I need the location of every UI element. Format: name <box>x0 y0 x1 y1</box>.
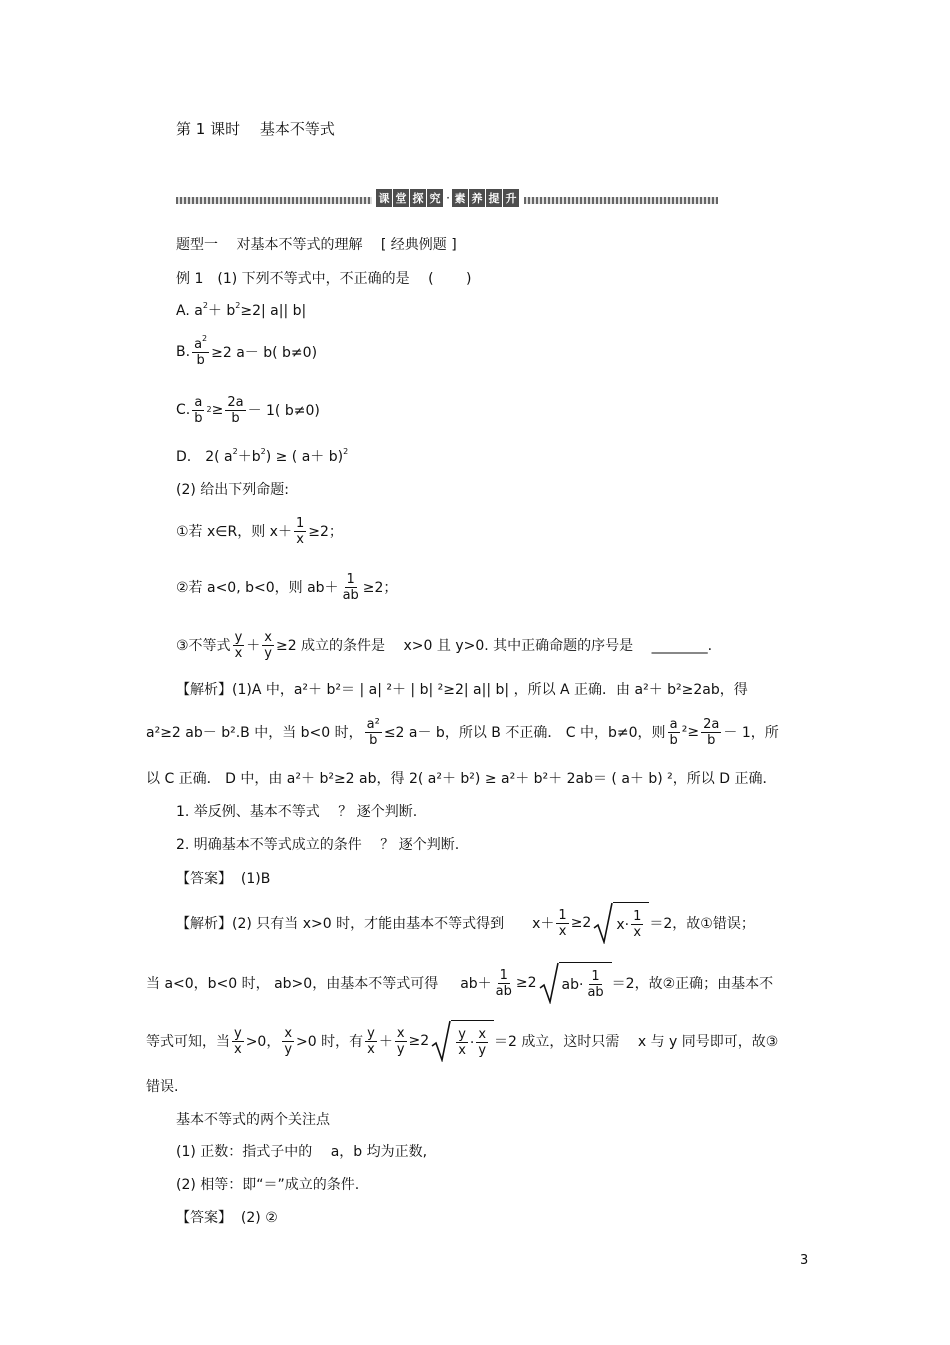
analysis-1-line-2: a²≥2 ab－ b².B 中，当 b<0 时， $\frac{\text{a²}}{b}$ ≤2 a－ b，所以 B 不正确． C 中，b≠0，则 $\frac{a}{b}$ ²≥ $\frac{2a}{b}$ － 1，所 <box>146 716 779 748</box>
section-banner <box>176 183 718 219</box>
fraction: $\frac{1}{x}$ <box>295 515 305 547</box>
banner-char: 素 <box>452 189 468 207</box>
fraction: $\frac{y}{x}$ <box>234 629 243 661</box>
banner-char: 究 <box>427 189 443 207</box>
fraction: $\frac{a}{b}$ <box>194 394 203 426</box>
option-b: B. $\frac{a^2}{b}$ ≥2 a－ b( b≠0) <box>176 333 318 368</box>
example-1-stem: 例 1 (1) 下列不等式中，不正确的是 ( ) <box>176 271 472 287</box>
fraction: $\frac{1}{ab}$ <box>587 969 604 1000</box>
notes-point-1: (1) 正数：指式子中的 a，b 均为正数, <box>176 1144 428 1160</box>
fraction: $\frac{2a}{b}$ <box>227 394 244 426</box>
analysis-2-line-2: 当 a<0，b<0 时， ab>0，由基本不等式可得 ab＋ $\frac{1}{ab}$ ≥2 ab· $\frac{1}{ab}$ ＝2，故②正确；由基本不 <box>146 960 773 1006</box>
banner-char: 升 <box>503 189 519 207</box>
analysis-1-line-1: 【解析】(1)A 中，a²＋ b²＝ | a| ²＋ | b| ²≥2| a|| b| ，所以 A 正确．由 a²＋ b²≥2ab，得 <box>176 682 748 698</box>
option-c: C. $\frac{a}{b}$ 2 ≥ $\frac{2a}{b}$ － 1( b≠0) <box>176 394 320 426</box>
example-1-part2-stem: (2) 给出下列命题: <box>176 482 289 498</box>
banner-char: 探 <box>410 189 426 207</box>
fraction: $\frac{1}{x}$ <box>633 909 642 940</box>
fraction: $\frac{1}{ab}$ <box>342 571 359 603</box>
fraction: $\frac{1}{x}$ <box>558 907 567 939</box>
square-root: ab· $\frac{1}{ab}$ <box>539 962 612 1004</box>
analysis-2-line-1: 【解析】 (2) 只有当 x>0 时，才能由基本不等式得到 x＋ $\frac{1}{x}$ ≥2 x· $\frac{1}{x}$ ＝2，故①错误； <box>176 900 755 946</box>
topic-heading: 题型一 对基本不等式的理解 [ 经典例题 ] <box>176 237 457 253</box>
analysis-1-line-3: 以 C 正确． D 中，由 a²＋ b²≥2 ab，得 2( a²＋ b²) ≥ a²＋ b²＋ 2ab＝ ( a＋ b) ²，所以 D 正确． <box>146 771 777 787</box>
radical-sign-icon <box>593 902 613 944</box>
fraction: $\frac{y}{x}$ <box>234 1025 242 1057</box>
option-a: A. $a^2+ b^2\ge 2|$ a|| b| <box>176 301 307 319</box>
fraction: $\frac{y}{x}$ <box>458 1027 466 1058</box>
proposition-2: ②若 a<0, b<0，则 ab＋ $\frac{1}{ab}$ ≥2； <box>176 571 398 603</box>
fraction: $\frac{1}{ab}$ <box>495 967 512 999</box>
notes-point-2: (2) 相等：即“＝”成立的条件. <box>176 1177 360 1193</box>
fraction: $\frac{x}{y}$ <box>284 1025 293 1057</box>
square-root: x· $\frac{1}{x}$ <box>593 902 649 944</box>
proposition-1: ①若 x∈R，则 x＋ $\frac{1}{x}$ ≥2； <box>176 515 343 547</box>
square-root: $\frac{y}{x}$ · $\frac{x}{y}$ <box>431 1020 494 1062</box>
banner-char: 提 <box>486 189 502 207</box>
answer-1: 【答案】 (1)B <box>176 871 271 887</box>
banner-label <box>372 189 524 207</box>
notes-title: 基本不等式的两个关注点 <box>176 1112 330 1128</box>
banner-char: 养 <box>469 189 485 207</box>
radical-sign-icon <box>431 1020 451 1062</box>
analysis-2-line-4: 错误. <box>146 1079 179 1095</box>
method-note-2: 2. 明确基本不等式成立的条件 ？ 逐个判断. <box>176 837 460 853</box>
proposition-3: ③不等式 $\frac{y}{x}$ ＋ $\frac{x}{y}$ ≥2 成立的条件是 x>0 且 y>0. 其中正确命题的序号是 ________. <box>176 629 713 661</box>
fraction: $\frac{\text{a²}}{b}$ <box>366 716 380 748</box>
fraction: $\frac{x}{y}$ <box>264 629 272 661</box>
fraction: $\frac{y}{x}$ <box>367 1025 375 1057</box>
banner-dot: · <box>446 191 450 205</box>
banner-char: 课 <box>376 189 392 207</box>
fraction: $\frac{x}{y}$ <box>478 1027 487 1058</box>
lesson-title: 第 1 课时 基本不等式 <box>176 120 335 138</box>
fraction: $\frac{2a}{b}$ <box>703 716 720 748</box>
answer-2: 【答案】 (2) ② <box>176 1210 278 1226</box>
fraction: $\frac{a}{b}$ <box>669 716 678 748</box>
radical-sign-icon <box>539 962 559 1004</box>
analysis-2-line-3: 等式可知，当 $\frac{y}{x}$ >0， $\frac{x}{y}$ >0 时，有 $\frac{y}{x}$ ＋ $\frac{x}{y}$ ≥2 $\frac{y}{x}$ · $\frac{x}{y}$ ＝2 成立，这时只需 x 与 y 同号即可，故③ <box>146 1018 778 1064</box>
fraction: $\frac{x}{y}$ <box>396 1025 405 1057</box>
method-note-1: 1. 举反例、基本不等式 ？ 逐个判断. <box>176 804 418 820</box>
banner-char: 堂 <box>393 189 409 207</box>
option-d: D. 2( $a^2+b^2$) ≥ ( a＋ b)$^2$ <box>176 447 349 465</box>
fraction: $\frac{a^2}{b}$ <box>194 333 208 368</box>
page-number: 3 <box>800 1253 809 1268</box>
